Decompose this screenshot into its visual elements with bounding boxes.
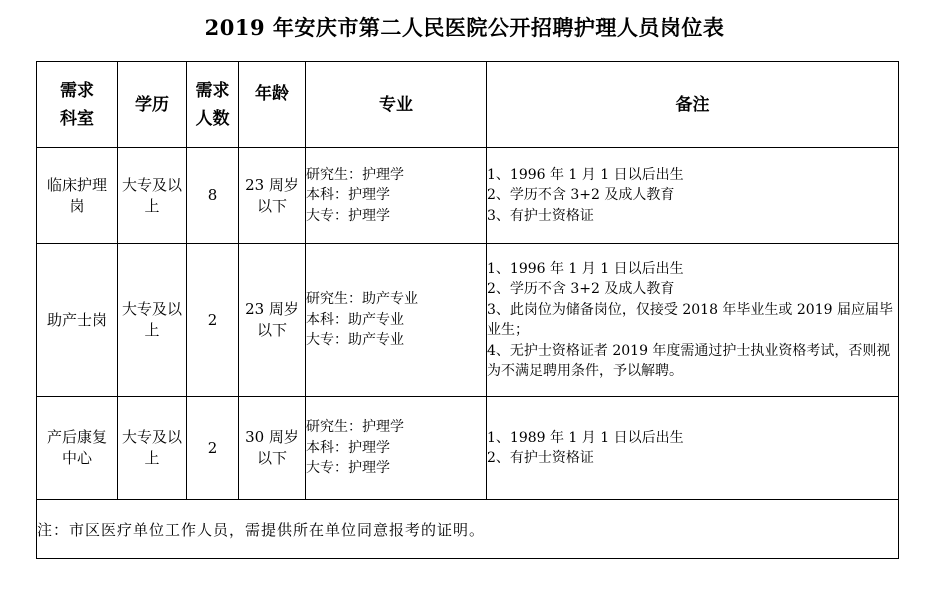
position-table [36,61,899,559]
cell-edu: 大专及以 上 [118,397,187,500]
cell-major: 研究生：护理学 本科：护理学 大专：护理学 [306,397,487,500]
cell-edu: 大专及以 上 [118,244,187,397]
cell-count: 8 [187,148,239,244]
cell-count: 2 [187,244,239,397]
table-row [37,397,899,500]
header-major: 专业 [306,62,487,148]
note-row [37,500,899,559]
cell-major: 研究生：助产专业 本科：助产专业 大专：助产专业 [306,244,487,397]
cell-dept: 产后康复 中心 [37,397,118,500]
cell-edu: 大专及以 上 [118,148,187,244]
header-row [37,62,899,148]
cell-age: 30 周岁 以下 [239,397,306,500]
cell-major: 研究生：护理学 本科：护理学 大专：护理学 [306,148,487,244]
header-age: 年龄 [239,62,306,148]
cell-remarks: 1、1996 年 1 月 1 日以后出生 2、学历不含 3+2 及成人教育 3、有护士资格证 [487,148,899,244]
cell-dept: 助产士岗 [37,244,118,397]
cell-remarks: 1、1989 年 1 月 1 日以后出生 2、有护士资格证 [487,397,899,500]
table-row [37,148,899,244]
cell-age: 23 周岁 以下 [239,148,306,244]
header-edu: 学历 [118,62,187,148]
page-title: 2019 年安庆市第二人民医院公开招聘护理人员岗位表 [204,15,725,40]
header-remarks: 备注 [487,62,899,148]
cell-age: 23 周岁 以下 [239,244,306,397]
cell-count: 2 [187,397,239,500]
note-text: 注：市区医疗单位工作人员，需提供所在单位同意报考的证明。 [37,500,899,559]
header-dept: 需求 科室 [37,62,118,148]
cell-dept: 临床护理 岗 [37,148,118,244]
table-row [37,244,899,397]
cell-remarks: 1、1996 年 1 月 1 日以后出生 2、学历不含 3+2 及成人教育 3、此岗位为储备岗位，仅接受 2018 年毕业生或 2019 届应届毕业生； 4、无护士资格证者 2019 年度需通过护士执业资格考试，否则视为不满足聘用条件，予以解聘。 [487,244,899,397]
header-count: 需求 人数 [187,62,239,148]
